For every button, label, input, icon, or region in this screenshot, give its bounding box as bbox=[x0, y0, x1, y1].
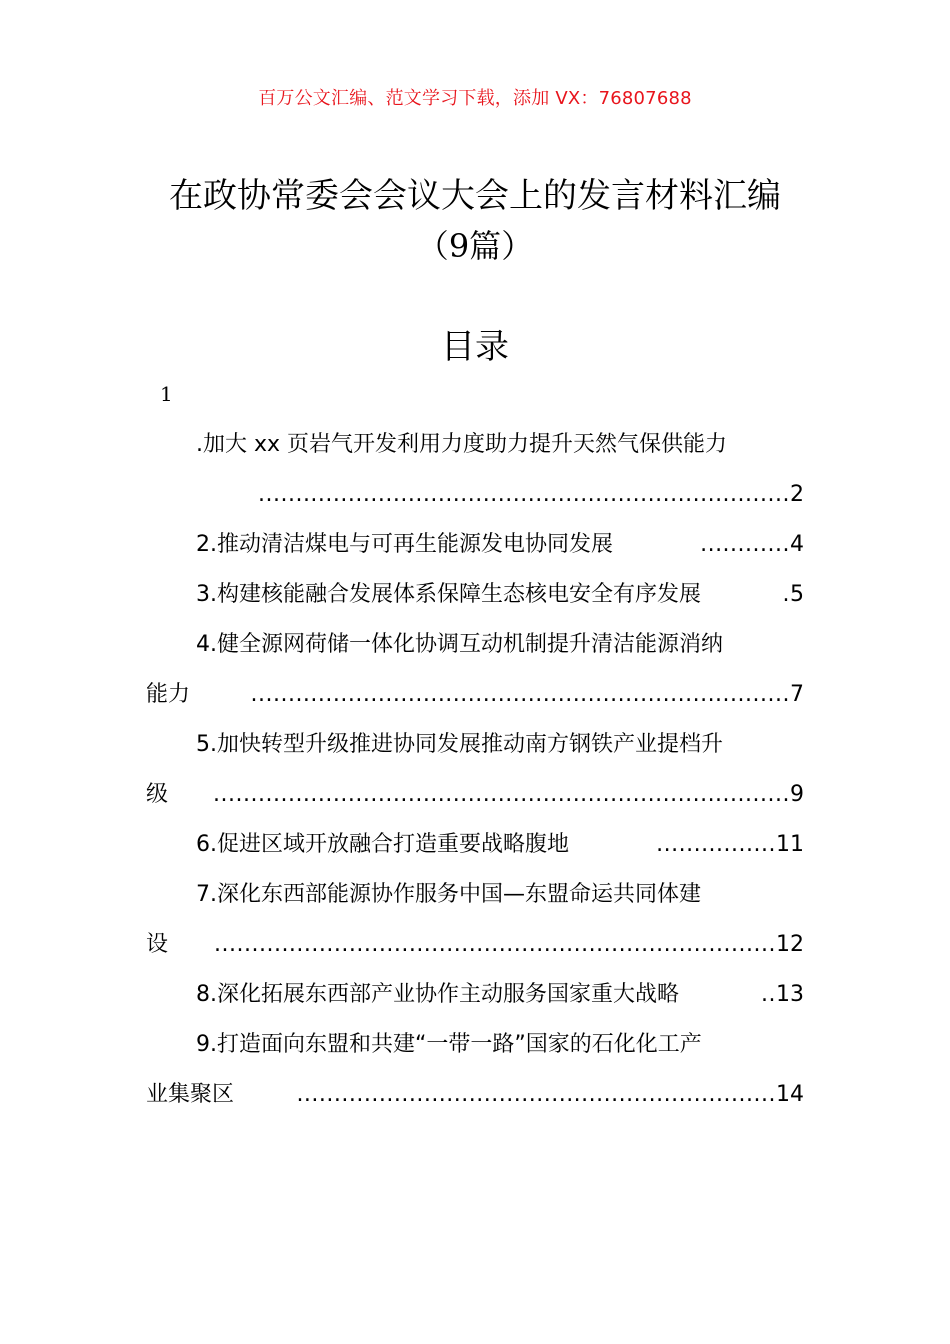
toc-line[interactable] bbox=[146, 770, 804, 820]
toc-leader bbox=[258, 470, 804, 520]
toc-leader bbox=[214, 920, 804, 970]
toc-entry-text: 6.促进区域开放融合打造重要战略腹地 bbox=[196, 832, 569, 857]
toc-entry-text: 9.打造面向东盟和共建“一带一路”国家的石化化工产 bbox=[196, 1032, 702, 1057]
toc-line[interactable] bbox=[146, 920, 804, 970]
toc-page-number: 2 bbox=[790, 482, 804, 507]
subtitle-word: 篇 bbox=[469, 227, 502, 265]
toc-entry-text: 4.健全源网荷储一体化协调互动机制提升清洁能源消纳 bbox=[196, 632, 723, 657]
toc-leader bbox=[656, 820, 804, 870]
toc-page-number: 12 bbox=[776, 932, 804, 957]
toc-line[interactable] bbox=[146, 870, 804, 920]
toc-leader bbox=[761, 970, 804, 1020]
toc-page-number: 14 bbox=[776, 1082, 804, 1107]
toc-line[interactable] bbox=[146, 720, 804, 770]
toc-heading: 目录 bbox=[441, 327, 509, 367]
toc-leader bbox=[213, 770, 804, 820]
subtitle-count: 9 bbox=[448, 227, 470, 265]
toc-page-number: 4 bbox=[790, 532, 804, 557]
toc-entry-text: .加大 xx 页岩气开发利用力度助力提升天然气保供能力 bbox=[196, 432, 728, 457]
toc-entry-text: 能力 bbox=[146, 682, 191, 707]
toc-line[interactable] bbox=[146, 670, 804, 720]
toc-line[interactable] bbox=[146, 820, 804, 870]
subtitle-open-paren: （ bbox=[416, 227, 449, 265]
toc-page-number: 11 bbox=[776, 832, 804, 857]
toc-leader bbox=[296, 1070, 804, 1120]
toc-page-number: 9 bbox=[790, 782, 804, 807]
toc-leader-dots: ........................................................................ bbox=[250, 682, 790, 707]
toc-entry-text: 8.深化拓展东西部产业协作主动服务国家重大战略 bbox=[196, 982, 679, 1007]
document-title: 在政协常委会会议大会上的发言材料汇编 bbox=[169, 176, 781, 216]
toc-page-number: 7 bbox=[790, 682, 804, 707]
toc-leader-dots: .. bbox=[761, 982, 776, 1007]
toc-entry-text: 5.加快转型升级推进协同发展推动南方钢铁产业提档升 bbox=[196, 732, 723, 757]
toc-line[interactable] bbox=[146, 620, 804, 670]
toc-leader-dots: ....................................................................... bbox=[257, 482, 790, 507]
toc-page-number: 5 bbox=[790, 582, 804, 607]
toc-leader-dots: ............ bbox=[700, 532, 790, 557]
toc-line[interactable] bbox=[146, 470, 804, 520]
toc-entry-text: 7.深化东西部能源协作服务中国—东盟命运共同体建 bbox=[196, 882, 701, 907]
toc-leader-dots: ................................................................ bbox=[296, 1082, 776, 1107]
toc-leader-dots: ............................................................................. bbox=[213, 782, 790, 807]
toc-line[interactable] bbox=[146, 420, 804, 470]
toc-leader-dots: ................ bbox=[656, 832, 776, 857]
subtitle-close-paren: ） bbox=[501, 227, 534, 265]
toc-line[interactable] bbox=[146, 570, 804, 620]
toc-leader bbox=[700, 520, 804, 570]
document-subtitle bbox=[0, 222, 950, 270]
toc-line[interactable] bbox=[146, 1070, 804, 1120]
toc-item-number: 1 bbox=[160, 382, 173, 406]
toc-entry-text: 业集聚区 bbox=[146, 1082, 235, 1107]
toc-entry-text: 2.推动清洁煤电与可再生能源发电协同发展 bbox=[196, 532, 613, 557]
toc-leader bbox=[250, 670, 804, 720]
toc-page-number: 13 bbox=[776, 982, 804, 1007]
toc-line[interactable] bbox=[146, 520, 804, 570]
watermark-banner: 百万公文汇编、范文学习下载，添加 VX：76807688 bbox=[258, 88, 692, 109]
toc-line[interactable] bbox=[146, 970, 804, 1020]
toc-leader bbox=[783, 570, 805, 620]
toc-leader-dots: ........................................................................... bbox=[214, 932, 776, 957]
toc-entry-text: 级 bbox=[146, 782, 169, 807]
toc-entry-text: 设 bbox=[146, 932, 169, 957]
toc-entry-text: 3.构建核能融合发展体系保障生态核电安全有序发展 bbox=[196, 582, 701, 607]
toc-line[interactable] bbox=[146, 1020, 804, 1070]
table-of-contents bbox=[146, 420, 804, 1120]
toc-leader-dots: . bbox=[782, 582, 790, 607]
